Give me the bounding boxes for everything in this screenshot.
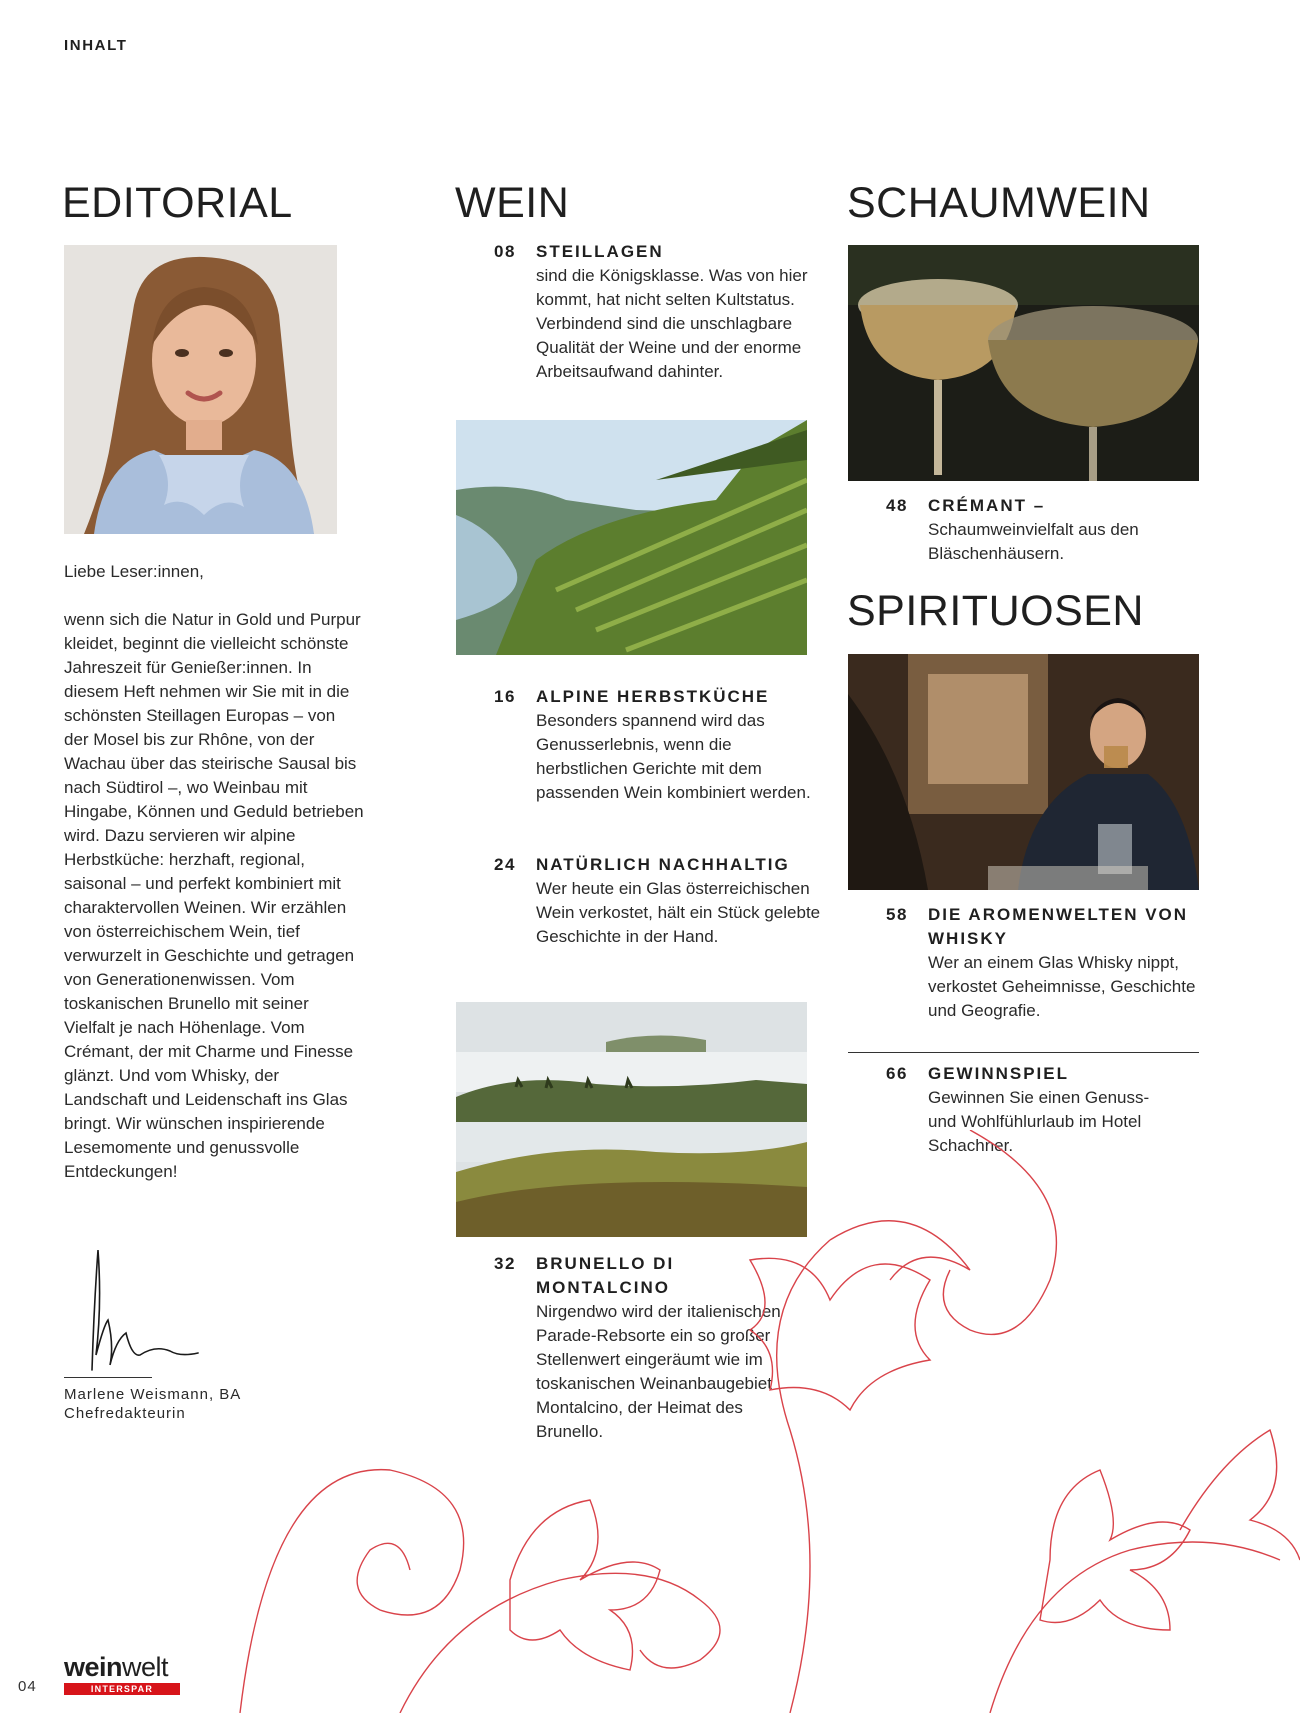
- vine-ornament: [230, 1130, 1300, 1713]
- toc-entry-title: DIE AROMENWELTEN VON WHISKY: [928, 905, 1189, 948]
- toc-page-number: 32: [494, 1254, 516, 1273]
- page-number: 04: [18, 1678, 37, 1695]
- toc-page-number: 58: [886, 905, 908, 924]
- toc-entry-text: Nirgendwo wird der italienischen Parade-Rebsorte ein so großer Stellenwert eingeräumt wie im toskanischen Weinanbaugebiet Montalcino, der Heimat des Brunello.: [536, 1302, 781, 1441]
- signature-graphic: [80, 1245, 210, 1375]
- editorial-body: wenn sich die Natur in Gold und Purpur kleidet, beginnt die vielleicht schönste Jahreszeit für Genießer:innen. In diesem Heft nehmen wir Sie mit in die schönsten Steillagen Europas – von der Mosel bis zur Rhône, von der Wachau über das steirische Sausal bis nach Südtirol –, wo Weinbau mit Hingabe, Können und Geduld betrieben wird. Dazu servieren wir alpine Herbstküche: herzhaft, regional, saisonal – und perfekt kombiniert mit charaktervollen Weinen. Wir erzählen von österreichischem Wein, tief verwurzelt in Geschichte und getragen von Generationenwissen. Vom toskanischen Brunello mit seiner Vielfalt je nach Höhenlage. Vom Crémant, der mit Charme und Finesse glänzt. Und vom Whisky, der Landschaft und Leidenschaft ins Glas bringt. Wir wünschen inspirierende Lesemomente und genussvolle Entdeckungen!: [64, 610, 364, 1181]
- toc-page-number: 16: [494, 687, 516, 706]
- steillagen-photo: [456, 420, 807, 655]
- toc-page-number: 66: [886, 1064, 908, 1083]
- toc-entry-title: CRÉMANT –: [928, 496, 1046, 515]
- section-divider: [848, 1052, 1199, 1053]
- editorial-text: [64, 560, 364, 1184]
- toc-page-number: 08: [494, 242, 516, 261]
- logo-part1: wein: [64, 1652, 123, 1682]
- toc-entry-text: Schaumweinvielfalt aus den Bläschenhäusern.: [928, 520, 1139, 563]
- signature-role: Chefredakteurin: [64, 1405, 186, 1422]
- toc-entry[interactable]: [494, 240, 824, 410]
- toc-entry-title: STEILLAGEN: [536, 242, 664, 261]
- toc-entry-text: Gewinnen Sie einen Genuss- und Wohlfühlurlaub im Hotel Schachner.: [928, 1088, 1150, 1155]
- toc-page-number: 24: [494, 855, 516, 874]
- spirituosen-title: SPIRITUOSEN: [847, 587, 1144, 635]
- toc-entry-title: GEWINNSPIEL: [928, 1064, 1070, 1083]
- whisky-photo: [848, 654, 1199, 890]
- editorial-title: EDITORIAL: [62, 179, 293, 227]
- toc-entry-title: NATÜRLICH NACHHALTIG: [536, 855, 790, 874]
- signature-block: [64, 1385, 241, 1423]
- schaumwein-title: SCHAUMWEIN: [847, 179, 1151, 227]
- toc-entry[interactable]: [886, 494, 1206, 569]
- section-label: INHALT: [64, 37, 128, 54]
- toc-entry-title: ALPINE HERBSTKÜCHE: [536, 687, 770, 706]
- editorial-greeting: Liebe Leser:innen,: [64, 562, 204, 581]
- weinwelt-logo: [64, 1654, 180, 1695]
- toc-entry[interactable]: [494, 685, 824, 815]
- signature-line: [64, 1377, 152, 1378]
- wein-title: WEIN: [455, 179, 570, 227]
- toc-page-number: 48: [886, 496, 908, 515]
- toc-entry-text: sind die Königsklasse. Was von hier kommt, hat nicht selten Kultstatus. Verbindend sind die unschlagbare Qualität der Weine und der enorme Arbeitsaufwand dahinter.: [536, 266, 808, 381]
- toc-entry-text: Wer heute ein Glas österreichischen Wein verkostet, hält ein Stück gelebte Geschichte in der Hand.: [536, 879, 821, 946]
- toc-entry-text: Besonders spannend wird das Genusserlebnis, wenn die herbstlichen Gerichte mit dem passenden Wein kombiniert werden.: [536, 711, 811, 802]
- logo-part2: welt: [122, 1652, 169, 1682]
- toc-entry[interactable]: [886, 903, 1206, 1023]
- cremant-photo: [848, 245, 1199, 481]
- logo-sub: INTERSPAR: [64, 1683, 180, 1695]
- toc-entry-title: BRUNELLO DI MONTALCINO: [536, 1254, 675, 1297]
- signature-name: Marlene Weismann, BA: [64, 1386, 242, 1403]
- toc-entry[interactable]: [494, 853, 824, 963]
- editor-portrait-photo: [64, 245, 337, 534]
- toc-entry-text: Wer an einem Glas Whisky nippt, verkostet Geheimnisse, Geschichte und Geografie.: [928, 953, 1196, 1020]
